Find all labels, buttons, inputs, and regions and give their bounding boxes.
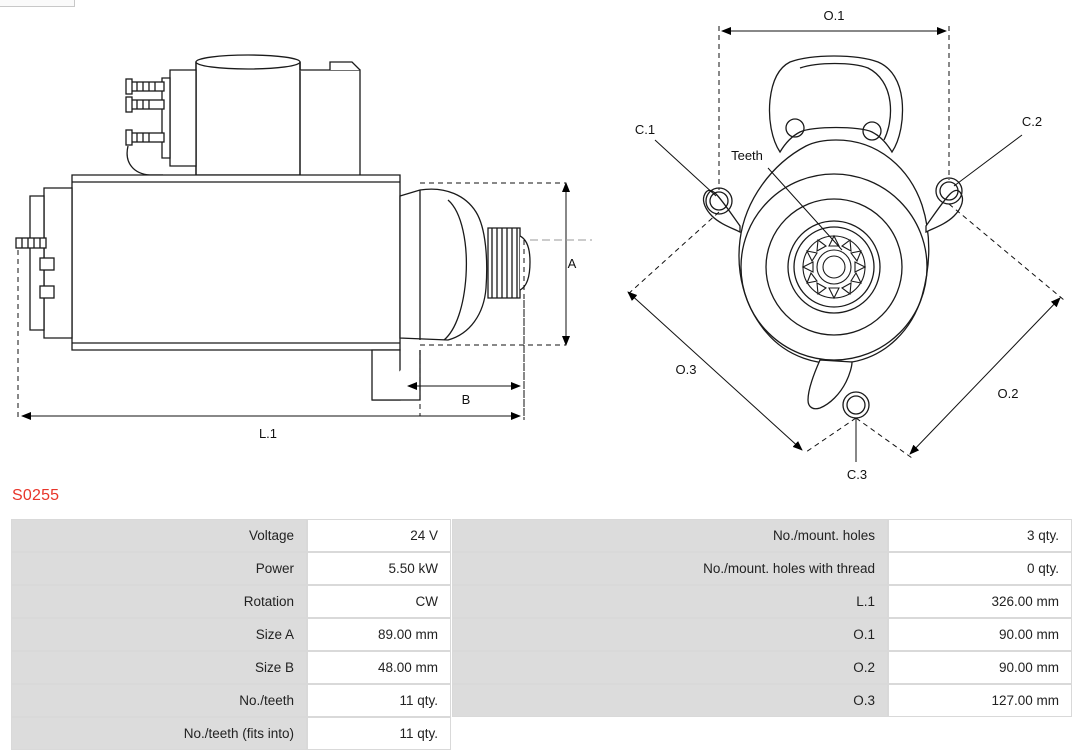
dim-c2-label: C.2 — [1021, 114, 1043, 129]
spec-value: 89.00 mm — [307, 618, 451, 651]
table-row — [11, 519, 451, 552]
table-row — [452, 618, 1072, 651]
table-row — [452, 585, 1072, 618]
spec-value: CW — [307, 585, 451, 618]
spec-value: 90.00 mm — [888, 651, 1072, 684]
spec-label: Voltage — [11, 519, 307, 552]
spec-label: O.1 — [452, 618, 888, 651]
spec-value: 326.00 mm — [888, 585, 1072, 618]
spec-label: No./mount. holes — [452, 519, 888, 552]
table-row — [452, 717, 1072, 750]
spec-value: 48.00 mm — [307, 651, 451, 684]
spec-label: Rotation — [11, 585, 307, 618]
table-row — [452, 519, 1072, 552]
starter-front-view — [703, 56, 962, 418]
spec-label: O.3 — [452, 684, 888, 717]
part-number: S0255 — [12, 487, 60, 504]
spec-value: 11 qty. — [307, 684, 451, 717]
dim-l1-label: L.1 — [258, 426, 278, 441]
table-row — [11, 717, 451, 750]
spec-label: No./teeth (fits into) — [11, 717, 307, 750]
dim-o2-label: O.2 — [997, 386, 1019, 401]
spec-label: Power — [11, 552, 307, 585]
dim-b-label: B — [461, 392, 471, 407]
spec-value: 11 qty. — [307, 717, 451, 750]
spec-label: No./mount. holes with thread — [452, 552, 888, 585]
specifications-tables — [10, 518, 1070, 750]
dim-o3-label: O.3 — [675, 362, 697, 377]
spec-value: 3 qty. — [888, 519, 1072, 552]
spec-label: O.2 — [452, 651, 888, 684]
spec-empty-cell — [888, 717, 1072, 750]
specs-table-left — [10, 518, 451, 750]
spec-label: L.1 — [452, 585, 888, 618]
table-row — [452, 651, 1072, 684]
table-row — [11, 552, 451, 585]
table-row — [11, 684, 451, 717]
table-row — [11, 618, 451, 651]
teeth-label: Teeth — [731, 148, 763, 163]
dim-c3-label: C.3 — [846, 467, 868, 480]
table-row — [452, 552, 1072, 585]
table-row — [452, 684, 1072, 717]
spec-value: 0 qty. — [888, 552, 1072, 585]
spec-value: 90.00 mm — [888, 618, 1072, 651]
spec-label: Size A — [11, 618, 307, 651]
specs-table-right — [451, 518, 1072, 750]
dim-c1-label: C.1 — [634, 122, 656, 137]
spec-value: 24 V — [307, 519, 451, 552]
spec-empty-cell — [452, 717, 888, 750]
dim-o1-label: O.1 — [823, 8, 845, 23]
spec-label: Size B — [11, 651, 307, 684]
starter-side-view — [16, 55, 530, 400]
spec-label: No./teeth — [11, 684, 307, 717]
dim-a-label: A — [567, 256, 577, 271]
spec-value: 5.50 kW — [307, 552, 451, 585]
spec-value: 127.00 mm — [888, 684, 1072, 717]
table-row — [11, 585, 451, 618]
table-row — [11, 651, 451, 684]
